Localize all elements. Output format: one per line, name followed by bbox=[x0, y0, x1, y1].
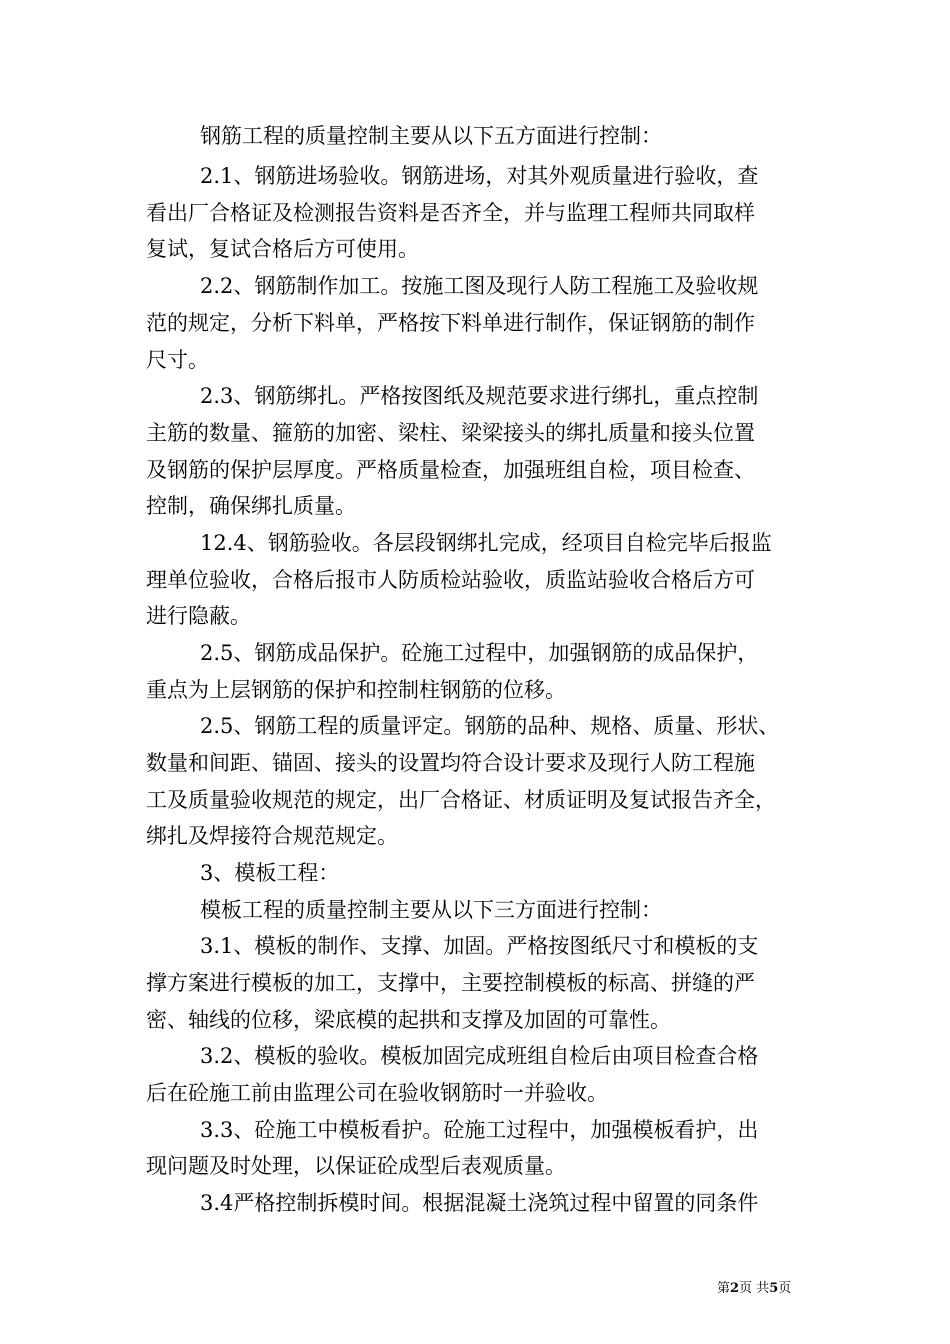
text-line: 重点为上层钢筋的保护和控制柱钢筋的位移。 bbox=[146, 678, 566, 702]
text-line: 现问题及时处理，以保证砼成型后表观质量。 bbox=[146, 1154, 566, 1178]
text-line: 控制，确保绑扎质量。 bbox=[146, 494, 356, 518]
section-heading: 3、模板工程： bbox=[200, 861, 340, 885]
text-line: 2.5、钢筋成品保护。砼施工过程中，加强钢筋的成品保护， bbox=[200, 641, 759, 665]
text-line: 绑扎及焊接符合规范规定。 bbox=[146, 824, 398, 848]
text-line: 数量和间距、锚固、接头的设置均符合设计要求及现行人防工程施 bbox=[146, 751, 755, 775]
text-line: 2.3、钢筋绑扎。严格按图纸及规范要求进行绑扎，重点控制 bbox=[200, 384, 759, 408]
text-line: 钢筋工程的质量控制主要从以下五方面进行控制： bbox=[200, 124, 662, 148]
text-line: 及钢筋的保护层厚度。严格质量检查，加强班组自检，项目检查、 bbox=[146, 458, 755, 482]
text-line: 2.1、钢筋进场验收。钢筋进场，对其外观质量进行验收，查 bbox=[200, 164, 759, 188]
text-line: 12.4、钢筋验收。各层段钢绑扎完成，经项目自检完毕后报监 bbox=[200, 531, 772, 555]
text-line: 范的规定，分析下料单，严格按下料单进行制作，保证钢筋的制作 bbox=[146, 311, 755, 335]
text-line: 后在砼施工前由监理公司在验收钢筋时一并验收。 bbox=[146, 1081, 608, 1105]
footer-prefix: 第 bbox=[717, 1281, 731, 1296]
text-line: 主筋的数量、箍筋的加密、梁柱、梁梁接头的绑扎质量和接头位置 bbox=[146, 421, 755, 445]
text-line: 3.3、砼施工中模板看护。砼施工过程中，加强模板看护，出 bbox=[200, 1118, 759, 1142]
footer-suffix: 页 bbox=[778, 1281, 792, 1296]
text-line: 复试，复试合格后方可使用。 bbox=[146, 237, 419, 261]
text-line: 3.2、模板的验收。模板加固完成班组自检后由项目检查合格 bbox=[200, 1044, 759, 1068]
text-line: 3.4严格控制拆模时间。根据混凝土浇筑过程中留置的同条件 bbox=[200, 1191, 759, 1215]
text-line: 密、轴线的位移，梁底模的起拱和支撑及加固的可靠性。 bbox=[146, 1008, 671, 1032]
text-line: 工及质量验收规范的规定，出厂合格证、材质证明及复试报告齐全， bbox=[146, 788, 776, 812]
text-line: 模板工程的质量控制主要从以下三方面进行控制： bbox=[200, 898, 662, 922]
footer-middle: 页 共 bbox=[739, 1281, 770, 1296]
text-line: 3.1、模板的制作、支撑、加固。严格按图纸尺寸和模板的支 bbox=[200, 934, 759, 958]
text-line: 撑方案进行模板的加工，支撑中，主要控制模板的标高、拼缝的严 bbox=[146, 971, 755, 995]
text-line: 看出厂合格证及检测报告资料是否齐全，并与监理工程师共同取样 bbox=[146, 201, 755, 225]
current-page-number: 2 bbox=[730, 1281, 740, 1296]
text-line: 2.5、钢筋工程的质量评定。钢筋的品种、规格、质量、形状、 bbox=[200, 714, 780, 738]
total-page-count: 5 bbox=[769, 1281, 779, 1296]
page-number-footer bbox=[717, 1280, 791, 1298]
text-line: 尺寸。 bbox=[146, 348, 209, 372]
text-line: 理单位验收，合格后报市人防质检站验收，质监站验收合格后方可 bbox=[146, 568, 755, 592]
text-line: 进行隐蔽。 bbox=[146, 604, 251, 628]
text-line: 2.2、钢筋制作加工。按施工图及现行人防工程施工及验收规 bbox=[200, 274, 759, 298]
